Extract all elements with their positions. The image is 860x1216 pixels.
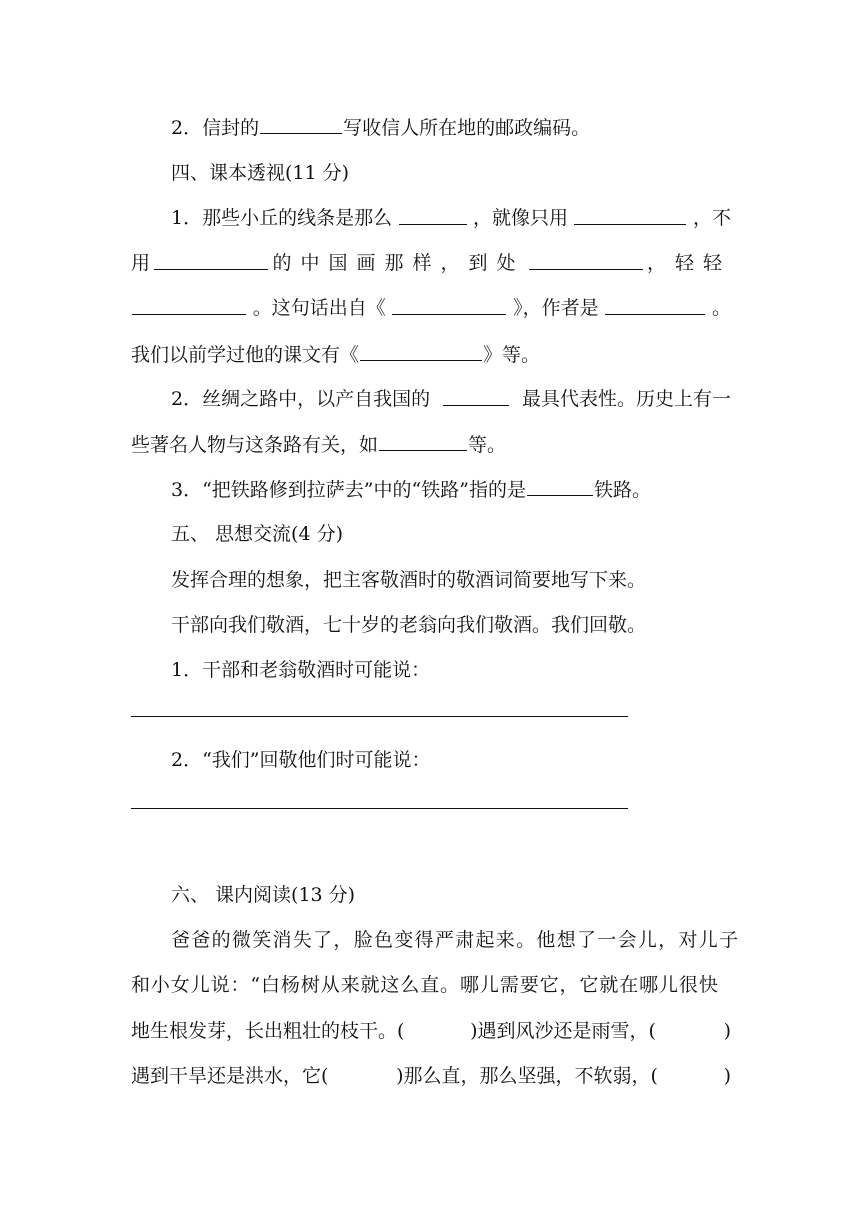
fill-blank[interactable] [360, 340, 482, 361]
question-number: 2． [171, 388, 203, 410]
question-4-2-line-1 [171, 385, 731, 413]
reading-passage-line-2: 和小女儿说：“白杨树从来就这么直。哪儿需要它，它就在哪儿很快 [131, 974, 719, 996]
section-4-title: 四、课本透视(11 分) [171, 162, 350, 184]
fill-blank[interactable] [260, 113, 342, 134]
paren-blank[interactable] [663, 1062, 719, 1090]
paren-blank[interactable] [409, 1017, 465, 1045]
reading-passage-line-4 [131, 1062, 731, 1090]
paren-blank[interactable] [333, 1062, 391, 1090]
passage-text: )那么直，那么坚强，不软弱，( [396, 1065, 658, 1087]
question-3-2 [171, 113, 731, 142]
question-5-2: 2．“我们”回敬他们时可能说： [171, 749, 431, 771]
question-4-2-line-2 [131, 430, 731, 459]
question-text: 最具代表性。历史上有一 [521, 388, 731, 410]
question-4-3 [171, 475, 731, 504]
question-text: 用 [131, 252, 151, 274]
question-4-1-line-2 [131, 249, 731, 277]
fill-blank[interactable] [392, 294, 506, 315]
passage-text: ) [723, 1020, 731, 1042]
question-text: ，轻轻 [646, 252, 731, 274]
reading-passage-line-1: 爸爸的微笑消失了，脸色变得严肃起来。他想了一会儿，对儿子 [171, 929, 740, 951]
question-text: 铁路。 [593, 479, 651, 501]
question-text: 。 [711, 297, 731, 319]
paren-blank[interactable] [661, 1017, 719, 1045]
fill-blank[interactable] [605, 294, 705, 315]
reading-passage-line-3 [131, 1017, 731, 1045]
fill-blank[interactable] [527, 475, 593, 496]
question-4-1-line-4 [131, 340, 731, 369]
fill-blank[interactable] [379, 430, 467, 451]
question-text: 》，作者是 [513, 297, 599, 319]
section-6-title: 六、 课内阅读(13 分) [171, 884, 356, 906]
question-number: 1． [171, 207, 203, 229]
passage-text: ) [723, 1065, 731, 1087]
answer-line-5-2[interactable] [131, 808, 628, 809]
question-text: 信封的 [202, 117, 260, 139]
question-text: 我们以前学过他的课文有《 [131, 344, 360, 366]
fill-blank[interactable] [443, 385, 509, 406]
question-4-1-line-3 [131, 294, 731, 322]
fill-blank[interactable] [132, 294, 246, 315]
question-text: 的中国画那样，到处 [272, 252, 525, 274]
fill-blank[interactable] [574, 204, 686, 225]
question-5-1: 1．干部和老翁敬酒时可能说： [171, 659, 431, 681]
section-5-instructions: 发挥合理的想象，把主客敬酒时的敬酒词简要地写下来。 [171, 569, 647, 591]
fill-blank[interactable] [399, 204, 467, 225]
question-text: 丝绸之路中，以产自我国的 [202, 388, 431, 410]
passage-text: 地生根发芽，长出粗壮的枝干。( [131, 1020, 405, 1042]
question-4-1-line-1 [171, 204, 731, 232]
fill-blank[interactable] [529, 249, 643, 270]
question-text: 些著名人物与这条路有关，如 [131, 434, 379, 456]
question-text: 》等。 [483, 344, 541, 366]
question-number: 3． [171, 479, 203, 501]
question-text: “把铁路修到拉萨去”中的“铁路”指的是 [202, 479, 526, 501]
question-text: 等。 [468, 434, 507, 456]
question-text: 。这句话出自《 [252, 297, 386, 319]
section-5-context: 干部向我们敬酒，七十岁的老翁向我们敬酒。我们回敬。 [171, 614, 647, 636]
question-text: ，不 [692, 207, 731, 229]
question-text: 那些小丘的线条是那么 [202, 207, 393, 229]
answer-line-5-1[interactable] [131, 716, 628, 717]
passage-text: 遇到干旱还是洪水，它( [131, 1065, 329, 1087]
section-5-title: 五、 思想交流(4 分) [171, 523, 343, 545]
question-text: 写收信人所在地的邮政编码。 [343, 117, 591, 139]
passage-text: )遇到风沙还是雨雪，( [470, 1020, 656, 1042]
question-number: 2． [171, 117, 203, 139]
fill-blank[interactable] [154, 249, 268, 270]
question-text: ，就像只用 [473, 207, 569, 229]
